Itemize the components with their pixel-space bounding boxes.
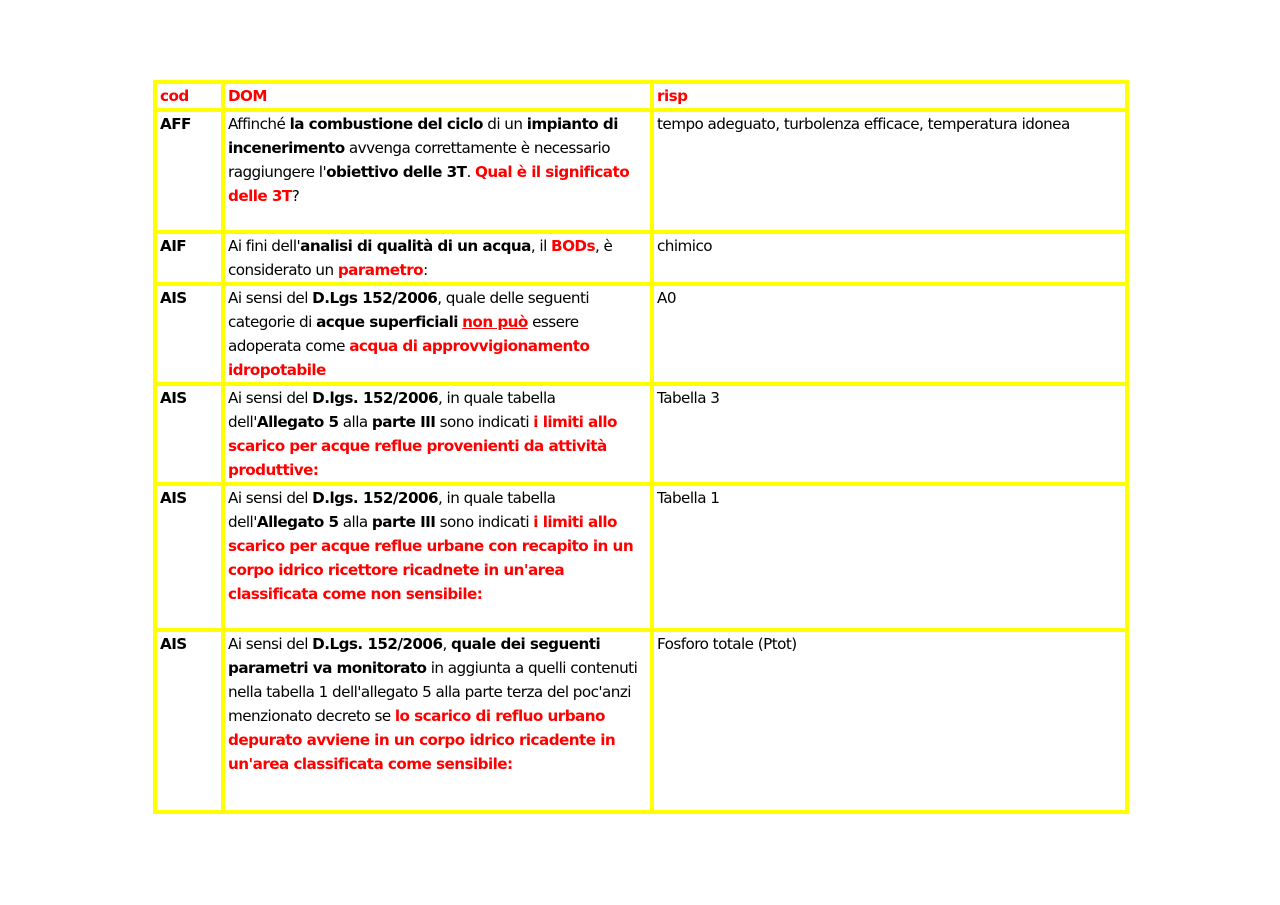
header-row <box>155 82 1127 110</box>
question-text-segment: lo scarico di refluo urbano depurato avviene in un corpo idrico ricadente in un'area classificata come sensibile: <box>228 707 616 773</box>
row-question <box>223 384 652 484</box>
question-text-segment: ? <box>291 187 300 205</box>
question-text-segment: obiettivo delle 3T <box>326 163 467 181</box>
question-text-segment: BODs <box>551 237 595 255</box>
question-text-segment: Allegato 5 <box>256 513 339 531</box>
question-text-segment: alla <box>338 513 372 531</box>
question-text-segment: , è considerato un <box>228 237 613 279</box>
header-risp: risp <box>652 82 1127 110</box>
question-text-segment: parametro <box>337 261 424 279</box>
question-text-segment: , in quale tabella dell' <box>228 389 556 431</box>
question-text-segment: : <box>423 261 428 279</box>
question-text-segment: Ai sensi del <box>228 635 313 653</box>
table-row <box>155 110 1127 232</box>
row-code: AIS <box>155 484 223 630</box>
header-dom: DOM <box>223 82 652 110</box>
question-text-segment: Ai sensi del <box>228 389 313 407</box>
question-text-segment: i limiti allo scarico per acque reflue urbane con recapito in un corpo idrico ricettore ricadnete in un'area classificata come non sensibile: <box>228 513 634 603</box>
question-text-segment: alla <box>338 413 372 431</box>
question-text-segment: quale dei seguenti parametri va monitorato <box>228 635 601 677</box>
question-text-segment: , in quale tabella dell' <box>228 489 556 531</box>
question-text-segment: acque superficiali <box>316 313 458 331</box>
question-text-segment: sono indicati <box>435 413 534 431</box>
question-text-segment: impianto di incenerimento <box>228 115 618 157</box>
question-text-segment: Ai fini dell' <box>228 237 301 255</box>
table-row <box>155 484 1127 630</box>
row-question <box>223 232 652 284</box>
question-text-segment: acqua di approvvigionamento idropotabile <box>228 337 590 379</box>
question-text-segment: Qual è il significato delle 3T <box>228 163 630 205</box>
question-text-segment: parte III <box>371 413 436 431</box>
question-text-segment: parte III <box>371 513 436 531</box>
row-question <box>223 484 652 630</box>
row-code: AIS <box>155 630 223 812</box>
row-answer: tempo adeguato, turbolenza efficace, temperatura idonea <box>652 110 1127 232</box>
question-sheet <box>153 80 1125 814</box>
row-question <box>223 110 652 232</box>
question-text-segment: essere adoperata come <box>228 313 579 355</box>
quiz-table <box>153 80 1129 814</box>
question-text-segment: Affinché <box>228 115 290 133</box>
question-text-segment: sono indicati <box>435 513 534 531</box>
question-text-segment: Allegato 5 <box>256 413 339 431</box>
header-cod: cod <box>155 82 223 110</box>
row-question <box>223 284 652 384</box>
table-row <box>155 232 1127 284</box>
row-question <box>223 630 652 812</box>
question-text-segment: i limiti allo scarico per acque reflue provenienti da attività produttive: <box>228 413 617 479</box>
row-answer: Tabella 1 <box>652 484 1127 630</box>
question-text-segment: , il <box>530 237 552 255</box>
row-answer: A0 <box>652 284 1127 384</box>
question-text-segment: , <box>442 635 452 653</box>
question-text-segment: Ai sensi del <box>228 489 313 507</box>
question-text-segment: D.Lgs 152/2006 <box>312 289 438 307</box>
question-text-segment: di un <box>482 115 527 133</box>
question-text-segment: D.lgs. 152/2006 <box>312 489 438 507</box>
table-row <box>155 384 1127 484</box>
table-row <box>155 630 1127 812</box>
table-row <box>155 284 1127 384</box>
row-code: AIF <box>155 232 223 284</box>
question-text-segment: Ai sensi del <box>228 289 313 307</box>
question-text-segment: non può <box>462 313 528 331</box>
question-text-segment: in aggiunta a quelli contenuti nella tabella 1 dell'allegato 5 alla parte terza del poc'anzi menzionato decreto se <box>228 659 638 725</box>
row-answer: Fosforo totale (Ptot) <box>652 630 1127 812</box>
row-answer: chimico <box>652 232 1127 284</box>
question-text-segment: analisi di qualità di un acqua <box>300 237 531 255</box>
question-text-segment: la combustione del ciclo <box>289 115 483 133</box>
row-code: AFF <box>155 110 223 232</box>
question-text-segment: , quale delle seguenti categorie di <box>228 289 590 331</box>
question-text-segment: . <box>466 163 475 181</box>
question-text-segment: D.Lgs. 152/2006 <box>312 635 443 653</box>
row-code: AIS <box>155 384 223 484</box>
row-answer: Tabella 3 <box>652 384 1127 484</box>
question-text-segment: D.lgs. 152/2006 <box>312 389 438 407</box>
row-code: AIS <box>155 284 223 384</box>
question-text-segment: avvenga correttamente è necessario raggiungere l' <box>228 139 610 181</box>
